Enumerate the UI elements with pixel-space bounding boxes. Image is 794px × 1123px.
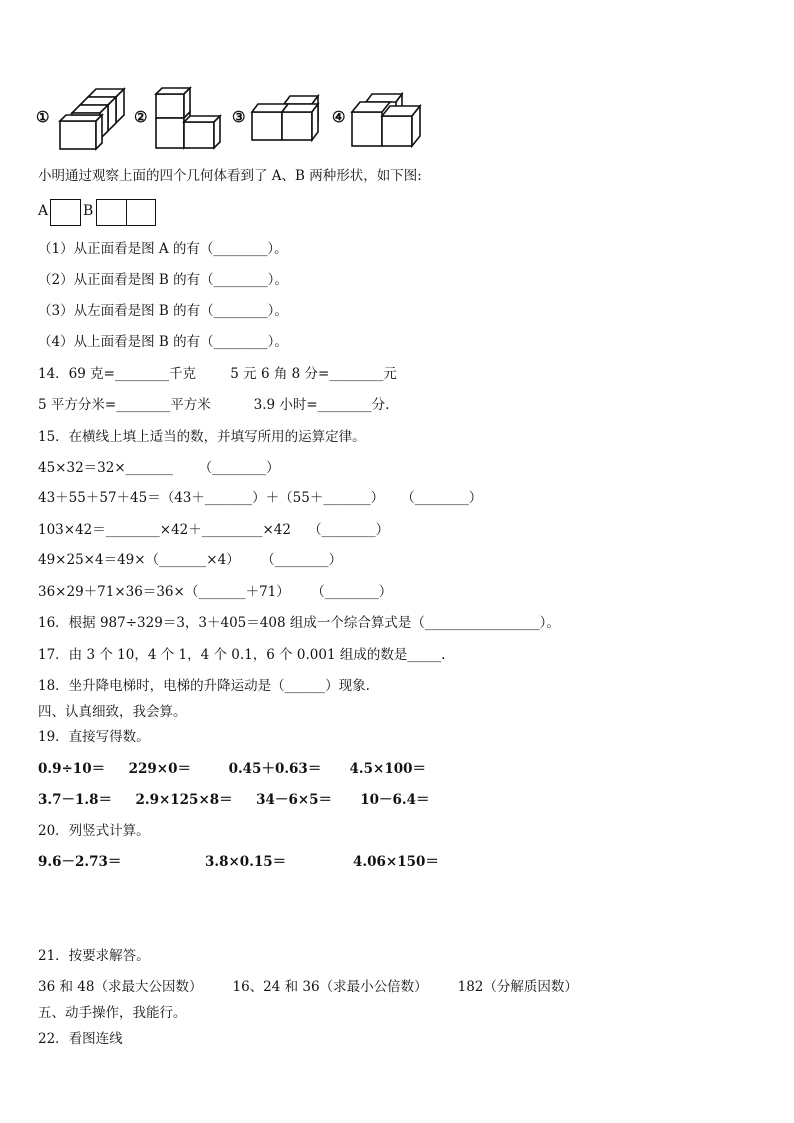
q18-text: 18．坐升降电梯时，电梯的升降运动是（______）现象.	[38, 678, 370, 694]
shape-a	[50, 199, 81, 226]
q13-line-1: （1）从正面看是图 A 的有（________）。	[38, 241, 288, 257]
q21-line: 36 和 48（求最大公因数） 16、24 和 36（求最小公倍数） 182（分解质因数）	[38, 979, 578, 995]
section-5-heading: 五、动手操作，我能行。	[38, 1005, 187, 1021]
cube-figures	[36, 82, 436, 152]
cube-figure-4	[350, 82, 430, 152]
q13-line-4: （4）从上面看是图 B 的有（________）。	[38, 334, 288, 350]
q19-line-2: 3.7－1.8＝ 2.9×125×8＝ 34－6×5＝ 10－6.4＝	[38, 792, 430, 808]
q19-line-1: 0.9÷10＝ 229×0＝ 0.45＋0.63＝ 4.5×100＝	[38, 761, 427, 777]
figure-label-1: ①	[36, 108, 50, 126]
q13-line-2: （2）从正面看是图 B 的有（________）。	[38, 272, 288, 288]
shape-b-label: B	[83, 203, 94, 219]
cube-figure-2	[154, 82, 229, 152]
q20-title: 20．列竖式计算。	[38, 823, 150, 839]
shape-b-right	[126, 199, 156, 226]
q13-line-3: （3）从左面看是图 B 的有（________）。	[38, 303, 288, 319]
q16-text: 16．根据 987÷329＝3，3＋405＝408 组成一个综合算式是（_________________）。	[38, 615, 560, 631]
q15-title: 15．在横线上填上适当的数，并填写所用的运算定律。	[38, 429, 366, 445]
q22-title: 22．看图连线	[38, 1031, 123, 1047]
q17-text: 17．由 3 个 10，4 个 1，4 个 0.1，6 个 0.001 组成的数是_____.	[38, 647, 446, 663]
q19-title: 19．直接写得数。	[38, 729, 150, 745]
intro-text: 小明通过观察上面的四个几何体看到了 A、B 两种形状，如下图:	[38, 168, 422, 184]
figure-label-2: ②	[134, 108, 148, 126]
section-4-heading: 四、认真细致，我会算。	[38, 704, 187, 720]
q21-title: 21．按要求解答。	[38, 948, 150, 964]
q20-item-3: 4.06×150＝	[353, 854, 439, 870]
q15-line-4: 49×25×4＝49×（_______×4） （________）	[38, 552, 343, 568]
cube-figure-1	[58, 82, 133, 152]
shape-a-label: A	[38, 203, 49, 219]
cube-figure-3	[250, 82, 330, 152]
q14-line-2: 5 平方分米=________平方米 3.9 小时=________分.	[38, 397, 390, 413]
figure-label-4: ④	[332, 108, 346, 126]
q20-item-1: 9.6－2.73＝	[38, 854, 122, 870]
q15-line-2: 43＋55＋57＋45＝（43＋_______）＋（55＋_______） （________）	[38, 490, 483, 506]
shape-b-left	[96, 199, 127, 226]
figure-label-3: ③	[232, 108, 246, 126]
q15-line-3: 103×42＝________×42＋_________×42 （________）	[38, 522, 390, 538]
q15-line-5: 36×29＋71×36＝36×（_______＋71） （________）	[38, 584, 393, 600]
q20-item-2: 3.8×0.15＝	[205, 854, 287, 870]
q15-line-1: 45×32＝32×_______ （________）	[38, 460, 280, 476]
q14-line-1: 14．69 克=________千克 5 元 6 角 8 分=________元	[38, 366, 397, 382]
